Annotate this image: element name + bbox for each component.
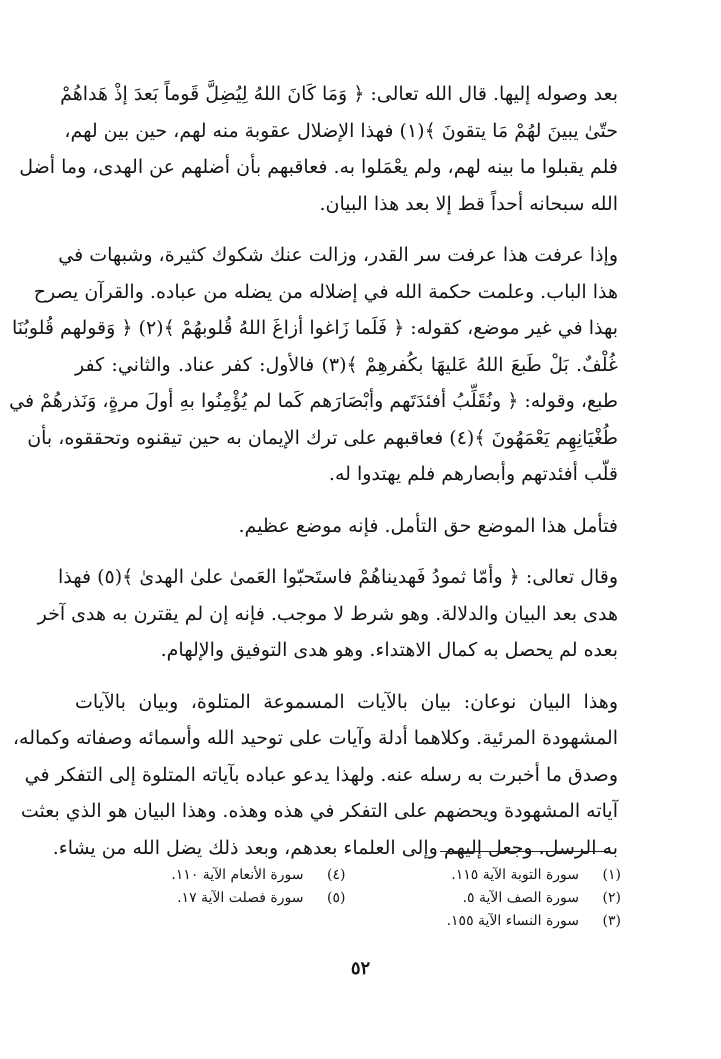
paragraph-4 bbox=[37, 559, 618, 669]
text-line: هذا الباب. وعلمت حكمة الله في إضلاله من يضله من عباده. والقرآن يصرح bbox=[33, 280, 618, 303]
footnote-text: سورة الأنعام الآية ١١٠. bbox=[171, 867, 304, 883]
footnote-row bbox=[70, 910, 621, 933]
footnote-text: سورة الصف الآية ٥. bbox=[462, 890, 579, 906]
text-line: فلم يقبلوا ما بينه لهم، ولم يعْمَلوا به. فعاقبهم بأن أضلهم عن الهدى، وما أضل bbox=[19, 156, 618, 178]
text-line: وإذا عرفت هذا عرفت سر القدر، وزالت عنك شكوك كثيرة، وشبهات في bbox=[58, 244, 618, 266]
paragraph-1 bbox=[19, 76, 618, 222]
footnote-number: (٤) bbox=[327, 867, 346, 883]
text-line: وهذا البيان نوعان: بيان بالآيات المسموعة المتلوة، وبيان بالآيات bbox=[75, 690, 618, 713]
text-line: وقال تعالى: ﴿ وأمّا ثمودُ فَهديناهُمْ فاستَحبّوا العَمىٰ علىٰ الهدىٰ ﴾(٥) فهذا bbox=[57, 566, 618, 588]
footnote bbox=[346, 864, 622, 887]
text-line: غُلْفٌ. بَلْ طَبعَ اللهُ عَليهَا بكُفرهِمْ ﴾(٣) فالأول: كفر عناد. والثاني: كفر bbox=[75, 353, 618, 376]
footnote-number: (٢) bbox=[602, 890, 621, 906]
footnote-row bbox=[70, 887, 621, 910]
text-line: المشهودة المرئية. وكلاهما أدلة وآيات على توحيد الله وأسمائه وصفاته وكماله، bbox=[12, 727, 618, 749]
text-line: طبع، وقوله: ﴿ ونُقَلِّبُ أفئدَتَهم وأبْصَارَهم كَما لم يُؤْمِنُوا بهِ أولَ مرةٍ، وَنَذرهُمْ في bbox=[9, 390, 618, 412]
text-line: بعده لم يحصل به كمال الاهتداء. وهو هدى التوفيق والإلهام. bbox=[160, 639, 618, 661]
paragraph-3 bbox=[75, 508, 618, 545]
footnote-text: سورة التوبة الآية ١١٥. bbox=[451, 867, 579, 883]
footnotes bbox=[70, 864, 621, 933]
footnote-number: (٣) bbox=[602, 913, 621, 929]
body-text bbox=[9, 76, 618, 866]
text-line: به الرسل. وجعل إليهم وإلى العلماء بعدهم، وبعد ذلك يضل الله من يشاء. bbox=[52, 836, 618, 859]
footnote-number: (١) bbox=[602, 867, 621, 883]
footnote bbox=[70, 887, 346, 910]
page-number: ٥٢ bbox=[350, 958, 371, 979]
text-line: بعد وصوله إليها. قال الله تعالى: ﴿ وَمَا كَانَ اللهُ لِيُضِلَّ قَوماً بَعدَ إذْ هَداهُمْ bbox=[60, 83, 618, 105]
footnote-text: سورة النساء الآية ١٥٥. bbox=[446, 913, 579, 929]
text-line: هدى بعد البيان والدلالة. وهو شرط لا موجب. فإنه إن لم يقترن به هدى آخر bbox=[37, 602, 618, 625]
footnote-divider bbox=[440, 851, 611, 852]
text-line: الله سبحانه أحداً قط إلا بعد هذا البيان. bbox=[319, 192, 618, 215]
footnote bbox=[346, 910, 622, 933]
text-line: طُغْيَانِهِم يَعْمَهُونَ ﴾(٤) فعاقبهم على ترك الإيمان به حين تيقنوه وتحققوه، بأن bbox=[27, 426, 618, 449]
paragraph-2 bbox=[9, 237, 618, 493]
footnote-number: (٥) bbox=[327, 890, 346, 906]
footnote-row bbox=[70, 864, 621, 887]
text-line: قلّب أفئدتهم وأبصارهم فلم يهتدوا له. bbox=[328, 463, 618, 485]
footnote-text: سورة فصلت الآية ١٧. bbox=[177, 890, 304, 906]
text-line: فتأمل هذا الموضع حق التأمل. فإنه موضع عظيم. bbox=[238, 514, 618, 537]
footnote bbox=[346, 887, 622, 910]
text-line: بهذا في غير موضع، كقوله: ﴿ فَلَما زَاغوا أزاغَ اللهُ قُلوبهُمْ ﴾(٢) ﴿ وَقولهم قُلوبُنَا bbox=[12, 317, 618, 339]
text-line: حتّىٰ يبينَ لهُمْ مَا يتقونَ ﴾(١) فهذا الإضلال عقوبة منه لهم، حين بين لهم، bbox=[64, 119, 618, 142]
paragraph-5 bbox=[12, 684, 618, 867]
footnote bbox=[70, 864, 346, 887]
text-line: وصدق ما أخبرت به رسله عنه. ولهذا يدعو عباده بآياته المتلوة إلى التفكر في bbox=[24, 763, 618, 786]
text-line: آياته المشهودة ويحضهم على التفكر في هذه وهذه. وهذا البيان هو الذي بعثت bbox=[20, 800, 618, 822]
